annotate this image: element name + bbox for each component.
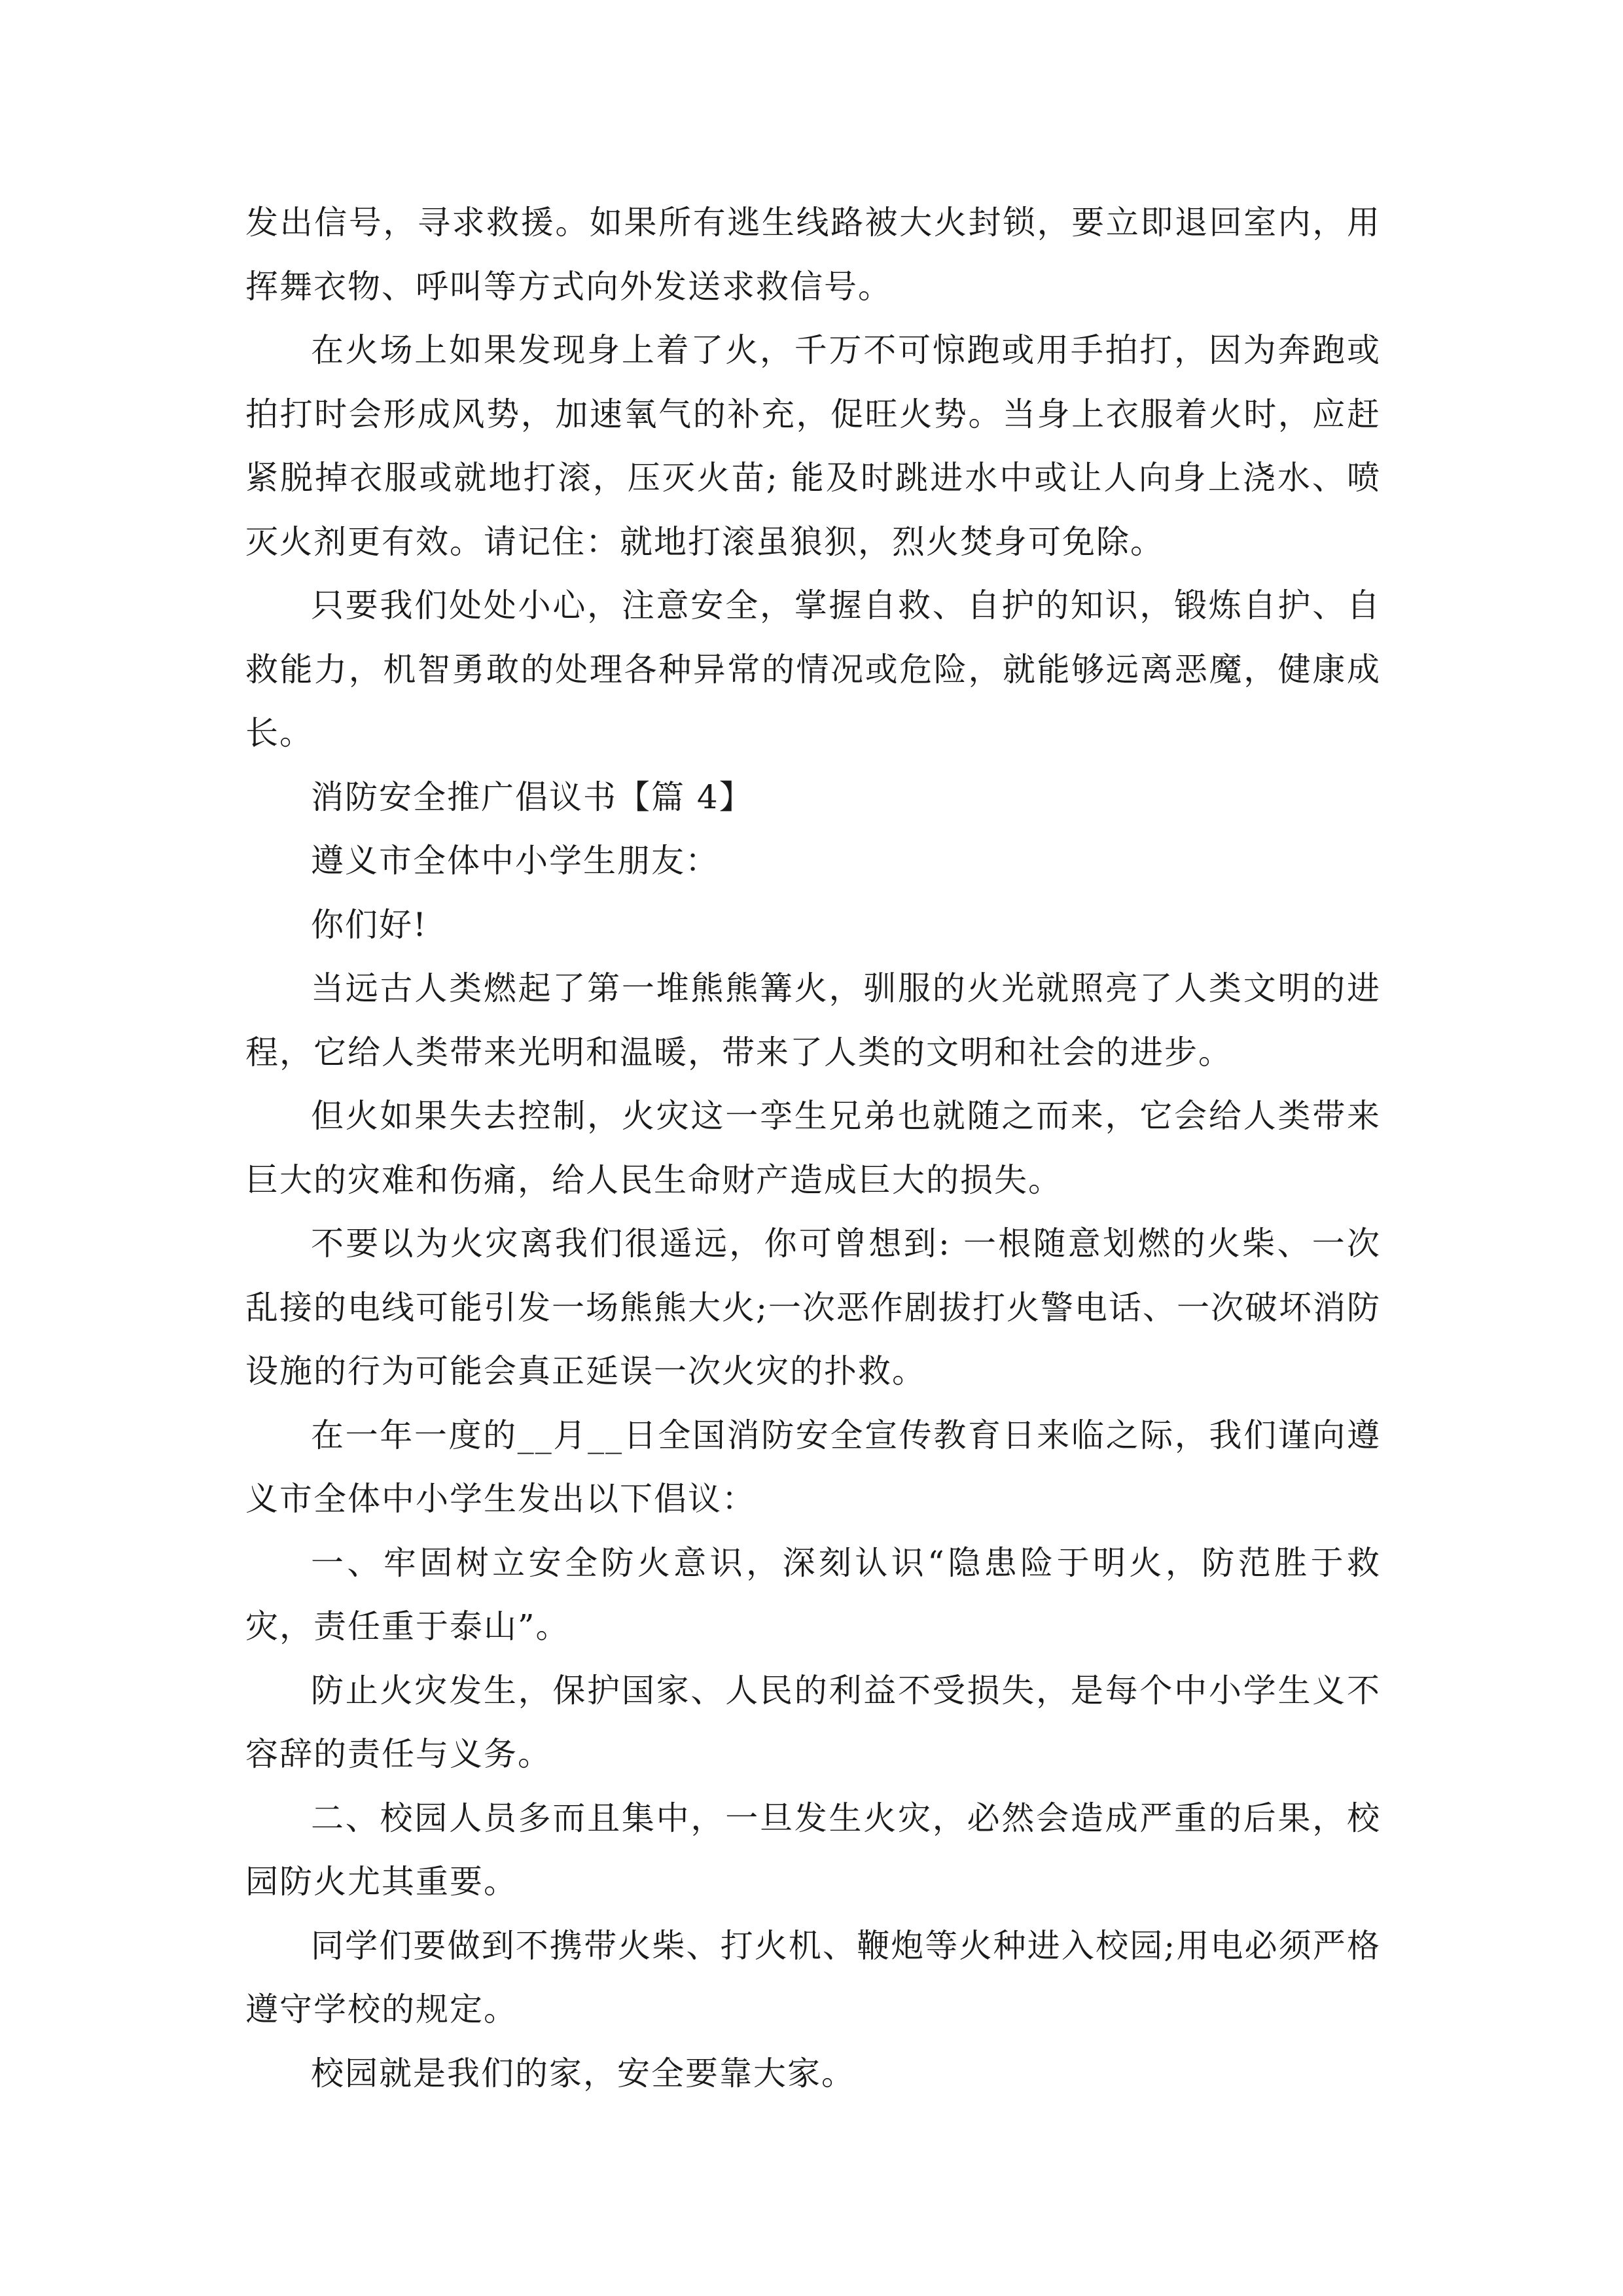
document-page [245, 191, 1381, 2106]
proposal-item-1: 一、牢固树立安全防火意识，深刻认识“隐患险于明火，防范胜于救灾，责任重于泰山”。 [245, 1543, 1381, 1645]
paragraph-campus-rules: 同学们要做到不携带火柴、打火机、鞭炮等火种进入校园;用电必须严格遵守学校的规定。 [245, 1926, 1381, 2028]
paragraph-fire-not-far: 不要以为火灾离我们很遥远，你可曾想到: 一根随意划燃的火柴、一次乱接的电线可能引发一场熊熊大火;一次恶作剧拔打火警电话、一次破坏消防设施的行为可能会真正延误一次火灾的扑救。 [245, 1225, 1381, 1390]
paragraph-fire-danger: 但火如果失去控制，火灾这一孪生兄弟也就随之而来，它会给人类带来巨大的灾难和伤痛，给人民生命财产造成巨大的损失。 [245, 1097, 1381, 1199]
paragraph-proposal-intro: 在一年一度的__月__日全国消防安全宣传教育日来临之际，我们谨向遵义市全体中小学生发出以下倡议： [245, 1416, 1381, 1518]
paragraph-stay-safe: 只要我们处处小心，注意安全，掌握自救、自护的知识，锻炼自护、自救能力，机智勇敢的处理各种异常的情况或危险，就能够远离恶魔，健康成长。 [245, 586, 1381, 752]
greeting: 你们好! [311, 905, 428, 944]
paragraph-fire-history: 当远古人类燃起了第一堆熊熊篝火，驯服的火光就照亮了人类文明的进程，它给人类带来光明和温暖，带来了人类的文明和社会的进步。 [245, 969, 1381, 1071]
paragraph-campus-home: 校园就是我们的家，安全要靠大家。 [311, 2054, 855, 2092]
paragraph-duty: 防止火灾发生，保护国家、人民的利益不受损失，是每个中小学生义不容辞的责任与义务。 [245, 1671, 1381, 1773]
proposal-item-2: 二、校园人员多而且集中，一旦发生火灾，必然会造成严重的后果，校园防火尤其重要。 [245, 1799, 1381, 1901]
salutation: 遵义市全体中小学生朋友： [311, 842, 719, 880]
paragraph-clothes-on-fire: 在火场上如果发现身上着了火，千万不可惊跑或用手拍打，因为奔跑或拍打时会形成风势，加速氧气的补充，促旺火势。当身上衣服着火时，应赶紧脱掉衣服或就地打滚，压灭火苗; 能及时跳进水中或让人向身上浇水、喷灭火剂更有效。请记住：就地打滚虽狼狈，烈火焚身可免除。 [245, 331, 1381, 561]
section-heading: 消防安全推广倡议书【篇 4】 [311, 778, 753, 816]
paragraph-escape-signal: 发出信号，寻求救援。如果所有逃生线路被大火封锁，要立即退回室内，用挥舞衣物、呼叫等方式向外发送求救信号。 [245, 204, 1381, 306]
